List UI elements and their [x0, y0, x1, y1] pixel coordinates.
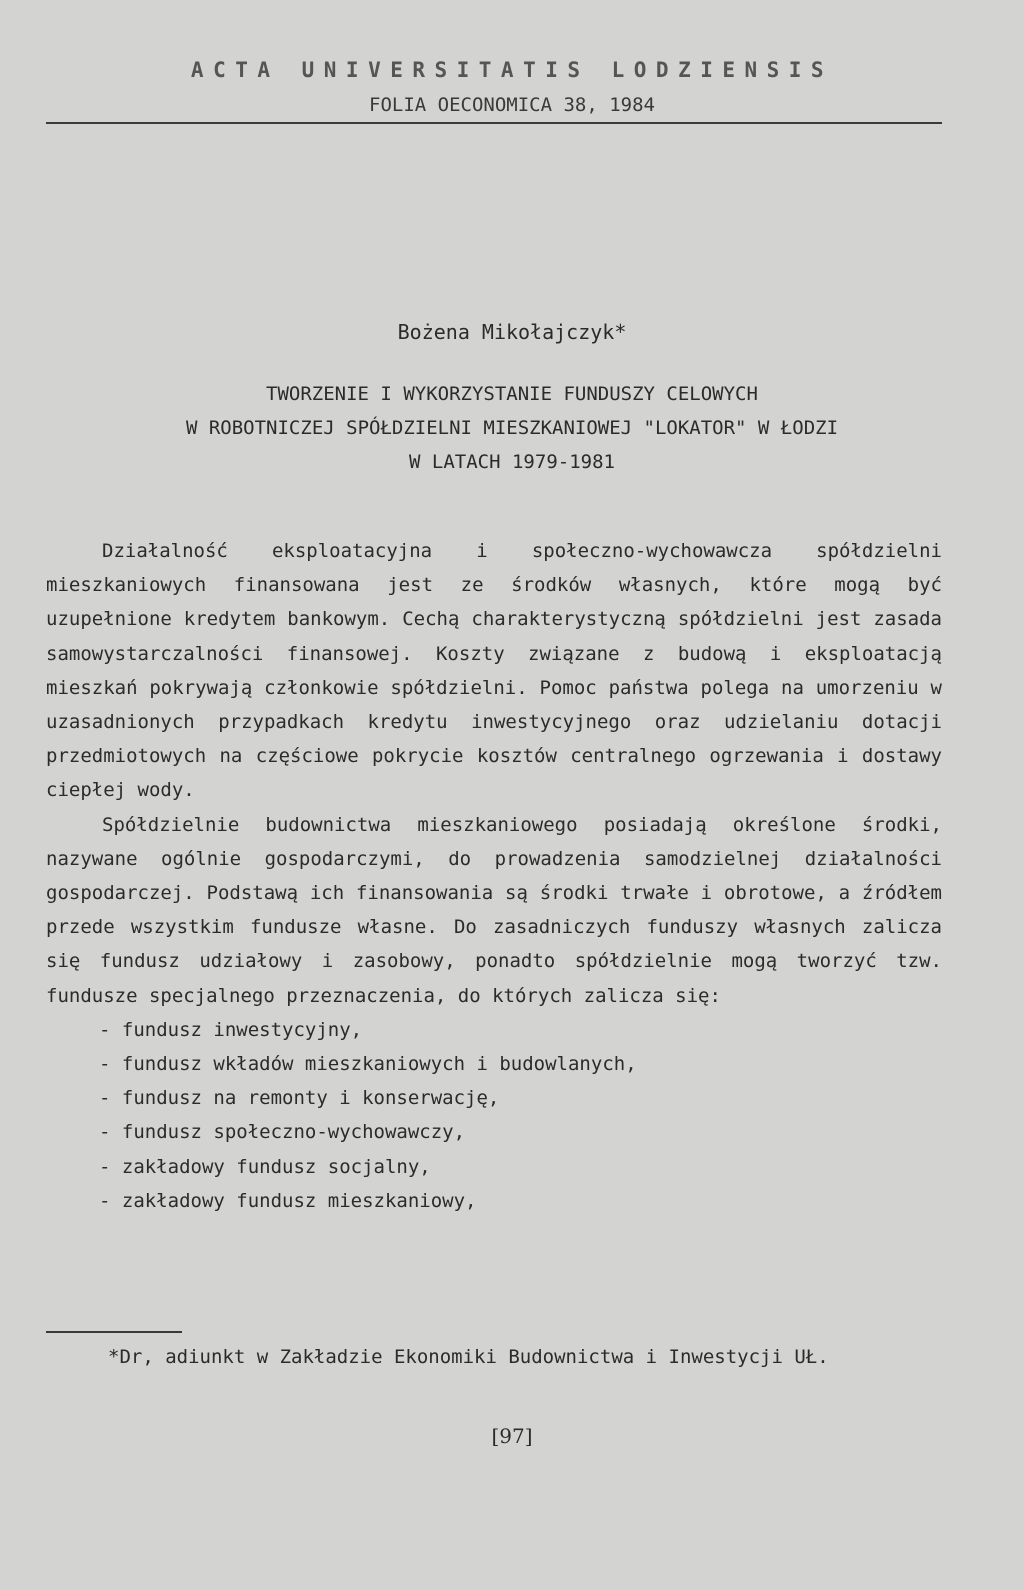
- page-number: [97]: [491, 1424, 533, 1448]
- header-rule: [46, 122, 942, 124]
- list-item: - fundusz na remonty i konserwację,: [99, 1087, 500, 1110]
- list-item: - fundusz wkładów mieszkaniowych i budowlanych,: [99, 1053, 637, 1076]
- paragraph: Działalność eksploatacyjna i społeczno-wychowawcza spółdzielni mieszkaniowych finansowana jest ze środków własnych, które mogą być uzupełnione kredytem bankowym. Cechą charakterystyczną spółdzielni jest zasada samowystarczalności finansowej. Koszty związane z budową i eksploatacją mieszkań pokrywają członkowie spółdzielni. Pomoc państwa polega na umorzeniu w uzasadnionych przypadkach kredytu inwestycyjnego oraz udzielaniu dotacji przedmiotowych na częściowe pokrycie kosztów centralnego ogrzewania i dostawy ciepłej wody.: [46, 540, 942, 802]
- journal-series: FOLIA OECONOMICA 38, 1984: [369, 94, 655, 116]
- list-item: - fundusz inwestycyjny,: [99, 1018, 363, 1041]
- article-body: [46, 534, 942, 1218]
- article-author: Bożena Mikołajczyk*: [397, 320, 627, 344]
- journal-name: ACTA UNIVERSITATIS LODZIENSIS: [190, 58, 834, 82]
- article-title: [40, 377, 984, 479]
- list-item: - zakładowy fundusz mieszkaniowy,: [99, 1189, 477, 1212]
- title-line: W ROBOTNICZEJ SPÓŁDZIELNI MIESZKANIOWEJ "LOKATOR" W ŁODZI: [185, 417, 839, 439]
- title-line: W LATACH 1979-1981: [409, 451, 615, 473]
- list-item: - fundusz społeczno-wychowawczy,: [99, 1121, 466, 1144]
- fund-list: [46, 1013, 942, 1218]
- title-line: TWORZENIE I WYKORZYSTANIE FUNDUSZY CELOWYCH: [266, 383, 758, 405]
- footnote-rule: [46, 1331, 182, 1333]
- footnote: [46, 1340, 942, 1374]
- footnote-text: *Dr, adiunkt w Zakładzie Ekonomiki Budownictwa i Inwestycji UŁ.: [108, 1346, 829, 1368]
- paragraph: Spółdzielnie budownictwa mieszkaniowego posiadają określone środki, nazywane ogólnie gospodarczymi, do prowadzenia samodzielnej działalności gospodarczej. Podstawą ich finansowania są środki trwałe i obrotowe, a źródłem przede wszystkim fundusze własne. Do zasadniczych funduszy własnych zalicza się fundusz udziałowy i zasobowy, ponadto spółdzielnie mogą tworzyć tzw. fundusze specjalnego przeznaczenia, do których zalicza się:: [46, 813, 942, 1007]
- list-item: - zakładowy fundusz socjalny,: [99, 1155, 431, 1178]
